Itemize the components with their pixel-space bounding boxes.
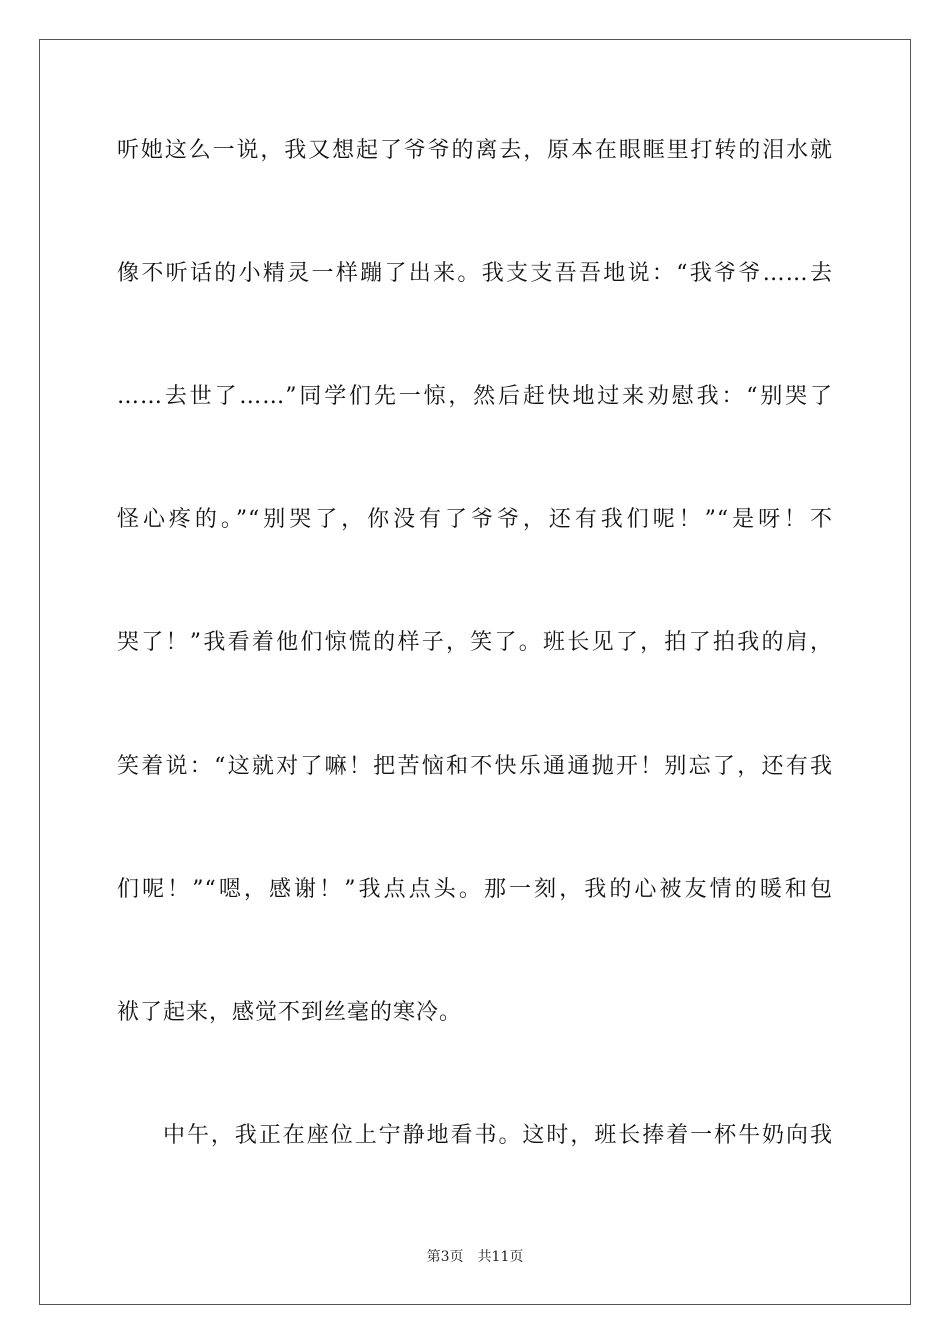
body-text-line-8: 袱了起来，感觉不到丝毫的寒冷。: [117, 1000, 463, 1025]
body-text-line-6: 笑着说：“这就对了嘛！把苦恼和不快乐通通抛开！别忘了，还有我: [117, 754, 833, 779]
body-text-line-2: 像不听话的小精灵一样蹦了出来。我支支吾吾地说：“我爷爷……去: [117, 261, 833, 286]
body-text-line-3: ……去世了……”同学们先一惊，然后赶快地过来劝慰我：“别哭了: [117, 384, 833, 409]
body-text-line-1: 听她这么一说，我又想起了爷爷的离去，原本在眼眶里打转的泪水就: [117, 138, 833, 163]
body-text-line-7: 们呢！”“嗯，感谢！”我点点头。那一刻，我的心被友情的暖和包: [117, 877, 833, 902]
body-text-line-4: 怪心疼的。”“别哭了，你没有了爷爷，还有我们呢！”“是呀！不: [117, 507, 833, 532]
paragraph-start-line: 中午，我正在座位上宁静地看书。这时，班长捧着一杯牛奶向我: [163, 1123, 833, 1148]
total-pages: 共11页: [477, 1249, 524, 1265]
page-footer: [0, 1248, 950, 1266]
page-number: 第3页: [426, 1249, 464, 1265]
page-border: [39, 39, 911, 1305]
body-text-line-5: 哭了！”我看着他们惊慌的样子，笑了。班长见了，拍了拍我的肩，: [117, 630, 833, 655]
